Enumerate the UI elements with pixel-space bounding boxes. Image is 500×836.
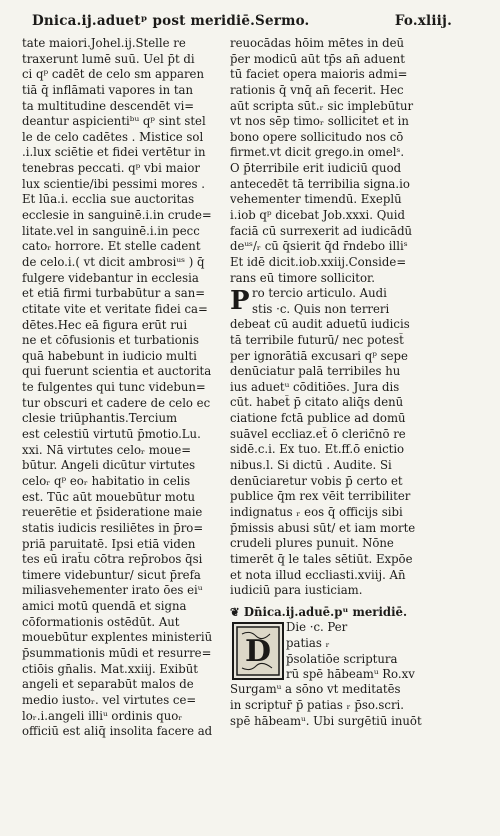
right-column-bottom-block <box>230 682 422 729</box>
text-line: mouebūtur explentes ministeriū <box>22 630 213 645</box>
text-line: būtur. Angeli dicūtur virtutes <box>22 458 196 473</box>
text-line: miliasvehementer irato ōes eiᵘ <box>22 583 203 598</box>
text-line: ius aduetᵘ cōditiōes. Jura dis <box>230 379 400 394</box>
text-line: stis ·c. Quis non terreri <box>252 301 390 316</box>
text-line: publice q̄m rex vēit terribiliter <box>230 489 411 504</box>
text-line: loᵣ.i.angeli illiᵘ ordinis quoᵣ <box>22 708 183 723</box>
text-line: catoᵣ horrore. Et stelle cadent <box>22 239 201 254</box>
text-line: deantur aspicientiᵇᵘ qᵖ sint stel <box>22 114 206 129</box>
text-line: est. Tūc aūt mouebūtur motu <box>22 489 195 504</box>
text-line: et etiā firmi turbabūtur a san= <box>22 286 206 301</box>
text-line: ciatione fctā publice ad domū <box>230 411 406 426</box>
initial-side-lines <box>286 620 434 683</box>
text-line: denūciaretur vobis p̄ certo et <box>230 473 403 488</box>
text-line: le de celo cadētes . Mistice sol <box>22 129 204 144</box>
text-line: ctitate vite et veritate fidei ca= <box>22 301 208 316</box>
text-line: patias ᵣ <box>286 636 330 651</box>
text-line: per ignorātiā excusari qᵖ sepe <box>230 348 408 363</box>
text-line: suāvel eccliaz.et̄ ō cleric̄nō re <box>230 426 406 441</box>
left-text-column <box>22 36 222 756</box>
folio-number: Fo.xliij. <box>394 13 452 29</box>
text-line: amici motū quendā et signa <box>22 599 187 614</box>
text-line: tur obscuri et cadere de celo ec <box>22 395 211 410</box>
text-line: p̄summationis mūdi et resurre= <box>22 645 212 660</box>
text-line: bono opere sollicitudo nos cō <box>230 129 404 144</box>
text-line: angeli et separabūt malos de <box>22 677 194 692</box>
section-subheading <box>230 605 434 621</box>
woodcut-initial <box>232 622 284 680</box>
text-line: tū faciet opera maioris admi= <box>230 67 408 82</box>
initial-letter: D <box>244 634 272 670</box>
paragraph-mark-icon: ❦ <box>230 604 240 619</box>
text-line: debeat cū audit aduetū iudicis <box>230 317 410 332</box>
text-line: cūt. habet̄ p̄ citato aliq̄s denū <box>230 395 404 410</box>
text-line: statis iudicis resiliētes in p̄ro= <box>22 520 204 535</box>
text-line: Die ·c. Per <box>286 620 348 635</box>
text-line: tes eū irat̄u cōtra rep̄robos q̄si <box>22 552 203 567</box>
text-line: firmet.vt dicit grego.in omelˢ. <box>230 145 405 160</box>
text-line: antecedēt tā terribilia signa.io <box>230 176 410 191</box>
text-line: nibus.l. Si dictū . Audite. Si <box>230 458 392 473</box>
text-line: vehementer timendū. Exeplū <box>230 192 402 207</box>
text-line: Et lūa.i. ecclia sue auctoritas <box>22 192 195 207</box>
text-line: qui fuerunt scientia et auctorita <box>22 364 212 379</box>
text-line: litate.vel in sanguinē.i.in pecc <box>22 223 200 238</box>
text-line: clesie triūphantis.Tercium <box>22 411 178 426</box>
text-line: p̄missis abusi sūt/ et iam morte <box>230 520 416 535</box>
text-line: de celo.i.( vt dicit ambrosiᵘˢ ) q̄ <box>22 254 205 269</box>
text-line: timere videbuntur/ sicut p̄refa <box>22 567 201 582</box>
text-line: ecclesie in sanguinē.i.in crude= <box>22 208 212 223</box>
right-column-middle-block <box>230 317 434 599</box>
text-line: Et idē dicit.iob.xxiij.Conside= <box>230 254 407 269</box>
text-line: O p̄terribile erit iudiciū quod <box>230 161 402 176</box>
text-line: faciā cū surrexerit ad iudicādū <box>230 223 413 238</box>
text-line: aūt scripta sūt.ᵣ sic implebūtur <box>230 98 414 113</box>
text-line: medio iustoᵣ. vel virtutes ce= <box>22 692 197 707</box>
text-line: traxerunt lumē suū. Uel p̄t di <box>22 51 195 66</box>
right-text-column <box>230 36 434 756</box>
text-line: reuocādas hōim mētes in deū <box>230 36 405 50</box>
page-header <box>32 8 452 34</box>
text-line: i.iob qᵖ dicebat Job.xxxi. Quid <box>230 208 406 223</box>
text-line: xxi. Nā virtutes celoᵣ moue= <box>22 442 192 457</box>
text-line: fulgere videbantur in ecclesia <box>22 270 199 285</box>
text-line: tā terribile futurū/ nec potest̄ <box>230 332 404 347</box>
text-line: tenebras peccati. qᵖ vbi maior <box>22 161 200 176</box>
text-line: spē hābeamᵘ. Ubi surgētiū inuōt <box>230 713 422 728</box>
text-line: est celestiū virtutū p̄motio.Lu. <box>22 427 201 442</box>
text-line: ne et cōfusionis et turbationis <box>22 333 199 348</box>
text-line: ta multitudine descendēt vi= <box>22 98 195 113</box>
text-line: reuerētie et p̄sideratione maie <box>22 505 203 520</box>
text-line: in scriptur̄ p̄ patias ᵣ p̄so.scri. <box>230 698 404 713</box>
text-line: lux scientie/ibi pessimi mores . <box>22 176 205 191</box>
text-line: p̄er modicū aūt tp̄s an̄ aduent <box>230 51 405 66</box>
text-line: indignatus ᵣ eos q̄ officijs sibi <box>230 504 403 519</box>
text-line: ci qᵖ cadēt de celo sm apparen <box>22 67 204 82</box>
text-line: tiā q̄ inflāmati vapores in tan <box>22 82 194 97</box>
text-line: crudeli plures punuit. Nōne <box>230 536 394 551</box>
text-line: deᵘˢ/ᵣ cū q̄sierit q̄d r̄ndebo illiˢ <box>230 239 408 254</box>
text-line: dētes.Hec eā figura erūt rui <box>22 317 188 332</box>
text-line: rū spē hābeamᵘ Ro.xv <box>286 667 415 682</box>
text-line: et nota illud eccliasti.xviij. An̄ <box>230 567 406 582</box>
text-line: Surgamᵘ a sōno vt meditatēs <box>230 682 401 697</box>
text-line: ro tercio articulo. Audi <box>252 286 387 301</box>
right-column-top-block <box>230 36 434 286</box>
decorated-initial-block <box>230 620 434 728</box>
text-line: officiū est aliq̄ insolita facere ad <box>22 724 213 739</box>
running-title: Dnica.ij.aduetᵖ post meridiē.Sermo. <box>32 13 310 29</box>
text-line: cōformationis ostēdūt. Aut <box>22 614 180 629</box>
text-line: ctiōis gn̄alis. Mat.xxiij. Exibūt <box>22 661 198 676</box>
text-line: rationis q̄ vnq̄ an̄ fecerit. Hec <box>230 82 404 97</box>
text-line: quā habebunt in iudicio multi <box>22 348 197 363</box>
initial-p-glyph: P <box>230 286 250 317</box>
text-line: priā paruitatē. Ipsi etiā viden <box>22 536 196 551</box>
text-line: .i.lux sciētie et fidei vertētur in <box>22 145 206 160</box>
subheading-text: Dn̄ica.ij.aduē.pᵘ meridiē. <box>243 604 408 619</box>
text-line: vt nos sēp timoᵣ sollicitet et in <box>230 114 409 129</box>
text-line: timerēt q̄ le tales sētiūt. Expōe <box>230 551 413 566</box>
ornament-icon <box>236 626 280 676</box>
article-opening-lines <box>252 286 389 317</box>
text-line: sidē.c.i. Ex tuo. Et.ff.ō enictio <box>230 442 405 457</box>
text-line: rans eū timore sollicitor. <box>230 270 376 285</box>
text-line: tate maiori.Johel.ij.Stelle re <box>22 36 186 50</box>
text-line: iudiciū para iusticiam. <box>230 583 363 598</box>
text-line: denūciatur palā terribiles hu <box>230 364 401 379</box>
text-line: p̄solatiōe scriptura <box>286 651 398 666</box>
article-opening <box>230 286 434 317</box>
text-line: celoᵣ qᵖ eoᵣ habitatio in celis <box>22 473 191 488</box>
text-line: te fulgentes qui tunc videbun= <box>22 380 206 395</box>
